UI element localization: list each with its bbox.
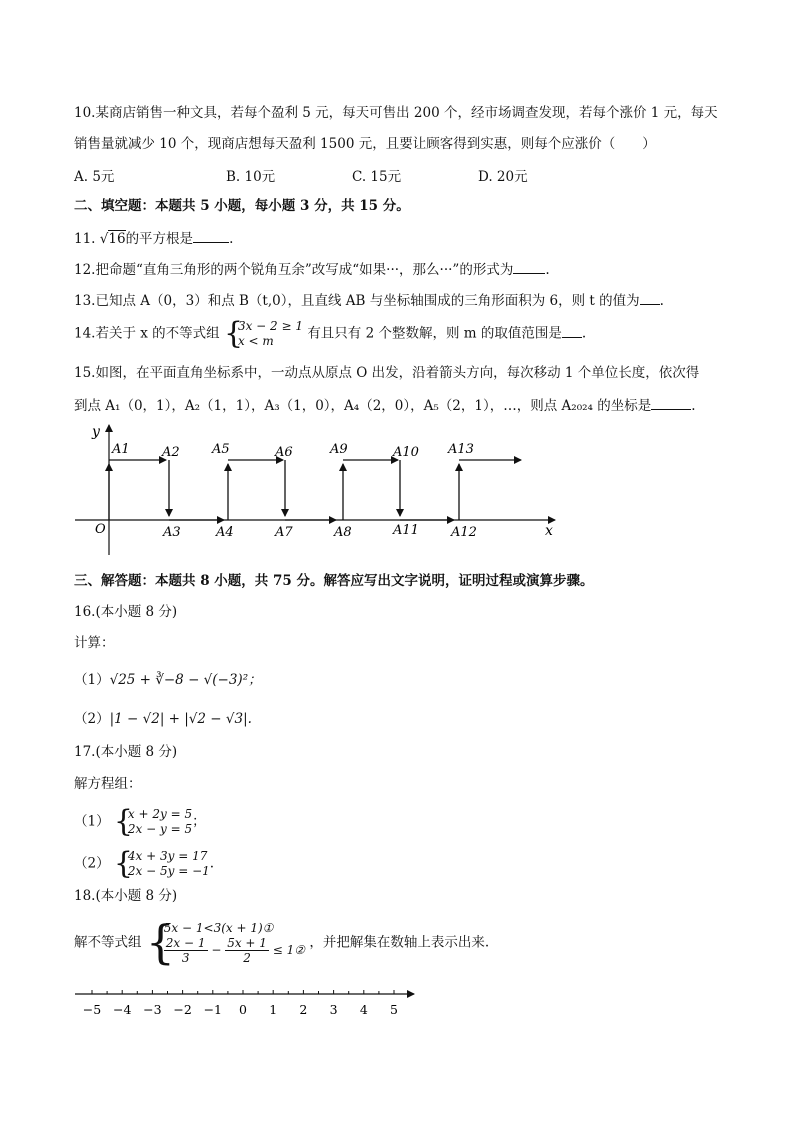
q17-part1 <box>74 804 206 839</box>
q12-blank <box>513 259 545 274</box>
q15-line2 <box>74 395 696 416</box>
label-a13: A13 <box>448 442 474 457</box>
q14 <box>74 316 587 351</box>
q18-row1: 5x − 1<3(x + 1)① <box>163 921 274 935</box>
q10-option-c: C. 15元 <box>352 169 402 185</box>
q14-system: { 3x − 2 ≥ 1 x < m <box>223 316 304 351</box>
q13-text: 13.已知点 A（0，3）和点 B（t,0），且直线 AB 与坐标轴围成的三角形面积为 6，则 t 的值为 <box>74 293 640 309</box>
q11-text: 的平方根是 <box>125 231 194 247</box>
q18-frac1-num: 2x − 1 <box>165 936 206 950</box>
label-a12: A12 <box>451 525 477 540</box>
q18-post: ，并把解集在数轴上表示出来. <box>309 934 490 951</box>
q13-blank <box>640 290 660 305</box>
q18-title: 18.(本小题 8 分) <box>74 888 178 904</box>
q18-frac2-den: 2 <box>243 951 251 965</box>
section3-heading: 三、解答题：本题共 8 小题，共 75 分。解答应写出文字说明，证明过程或演算步骤。 <box>74 573 594 589</box>
label-a8: A8 <box>334 525 352 540</box>
q12-text: 12.把命题“直角三角形的两个锐角互余”改写成“如果···，那么···”的形式为 <box>74 262 514 278</box>
label-a7: A7 <box>275 525 293 540</box>
q17-p1-end: ； <box>192 813 206 830</box>
number-line-label: 0 <box>239 1002 247 1017</box>
q18-body <box>74 915 490 969</box>
q12 <box>74 259 550 280</box>
q11-radicand: 16 <box>108 231 126 247</box>
q17-p1-row2: 2x − y = 5 <box>127 822 193 836</box>
label-a2: A2 <box>162 445 180 460</box>
number-line-label: 1 <box>269 1002 278 1017</box>
q17-intro: 解方程组： <box>74 776 142 792</box>
label-a4: A4 <box>216 525 234 540</box>
label-a6: A6 <box>275 445 293 460</box>
number-line-label: 2 <box>299 1002 308 1017</box>
section2-heading: 二、填空题：本题共 5 小题，每小题 3 分，共 15 分。 <box>74 198 410 214</box>
q17-p2-label: （2） <box>74 855 110 872</box>
number-line-label: −3 <box>143 1002 162 1017</box>
number-line-label: 4 <box>359 1002 368 1017</box>
y-axis-label: y <box>92 424 100 440</box>
q17-part2 <box>74 846 215 881</box>
q12-end: . <box>545 262 550 278</box>
label-a1: A1 <box>112 442 130 457</box>
q17-title: 17.(本小题 8 分) <box>74 744 178 760</box>
q17-p1-label: （1） <box>74 813 110 830</box>
q16-intro: 计算： <box>74 635 115 651</box>
q15-end: . <box>691 398 696 414</box>
q16-p2-expr: |1 − √2| + |√2 − √3|. <box>109 711 252 727</box>
q16-p1-expr: √25 + ∛−8 − √(−3)²； <box>109 672 262 688</box>
q17-p2-system: { 4x + 3y = 17 2x − 5y = −1 <box>113 846 210 881</box>
q18-pre: 解不等式组 <box>74 934 142 951</box>
q18-system: { 5x − 1<3(x + 1)① $\frac{2x - 1}{3}$ − $\frac{5x + 1}{2}$ ≤ 1② <box>145 915 306 969</box>
number-line-label: −1 <box>203 1002 223 1017</box>
q11-blank <box>193 228 229 243</box>
q11: 11. √16的平方根是 . <box>74 228 233 249</box>
q10-option-b: B. 10元 <box>226 169 276 185</box>
label-a3: A3 <box>163 525 181 540</box>
number-line-label: −2 <box>173 1002 192 1017</box>
q13-end: . <box>659 293 664 309</box>
x-axis-label: x <box>545 523 553 539</box>
label-a10: A10 <box>393 445 419 460</box>
number-line-label: −5 <box>82 1002 102 1017</box>
q18-row2-tail: ≤ 1② <box>272 943 306 957</box>
q16-title: 16.(本小题 8 分) <box>74 604 178 620</box>
q10-line2: 销售量就减少 10 个，现商店想每天盈利 1500 元，且要让顾客得到实惠，则每个应涨价（ ） <box>74 136 656 152</box>
q14-blank <box>562 323 582 338</box>
number-line-label: −4 <box>112 1002 132 1017</box>
number-line-label: 5 <box>390 1002 398 1017</box>
q17-p2-row2: 2x − 5y = −1 <box>127 864 210 878</box>
q11-num: 11. <box>74 231 100 247</box>
q10-line1: 10.某商店销售一种文具，若每个盈利 5 元，每天可售出 200 个，经市场调查发现，若每个涨价 1 元，每天 <box>74 105 718 121</box>
q15-line2-text: 到点 A₁（0，1），A₂（1，1），A₃（1，0），A₄（2，0），A₅（2，1），…，则点 A₂₀₂₄ 的坐标是 <box>74 398 652 414</box>
q13 <box>74 290 664 311</box>
q17-p1-row1: x + 2y = 5 <box>127 807 193 821</box>
q14-pre: 14.若关于 x 的不等式组 <box>74 325 220 342</box>
q15-line1: 15.如图，在平面直角坐标系中，一动点从原点 O 出发，沿着箭头方向，每次移动 1 个单位长度，依次得 <box>74 365 700 381</box>
q16-p2-label: （2） <box>74 711 110 727</box>
q10-option-a: A. 5元 <box>74 169 115 185</box>
q14-row2: x < m <box>237 334 274 348</box>
number-line <box>70 985 430 1025</box>
q14-post: 有且只有 2 个整数解，则 m 的取值范围是 <box>307 325 562 342</box>
q14-row1: 3x − 2 ≥ 1 <box>237 319 304 333</box>
q15-blank <box>651 395 691 410</box>
q11-sqrt-icon: √ <box>99 231 109 247</box>
q10-option-d: D. 20元 <box>478 169 528 185</box>
q18-row2: $\frac{2x - 1}{3}$ − $\frac{5x + 1}{2}$ ≤ 1② <box>165 936 306 965</box>
q17-p2-row1: 4x + 3y = 17 <box>127 849 208 863</box>
origin-label: O <box>95 522 106 537</box>
label-a11: A11 <box>393 523 419 538</box>
q16-p1-label: （1） <box>74 672 110 688</box>
q15-figure <box>70 420 570 560</box>
q18-frac1-den: 3 <box>181 951 190 965</box>
q14-end: . <box>581 325 587 342</box>
q18-frac2-num: 5x + 1 <box>227 936 267 950</box>
q17-p1-system: { x + 2y = 5 2x − y = 5 <box>113 804 193 839</box>
q16-part1 <box>74 670 262 690</box>
label-a5: A5 <box>212 442 230 457</box>
label-a9: A9 <box>330 442 348 457</box>
number-line-label: 3 <box>329 1002 338 1017</box>
q16-part2 <box>74 709 252 729</box>
q17-p2-end: . <box>209 855 215 872</box>
